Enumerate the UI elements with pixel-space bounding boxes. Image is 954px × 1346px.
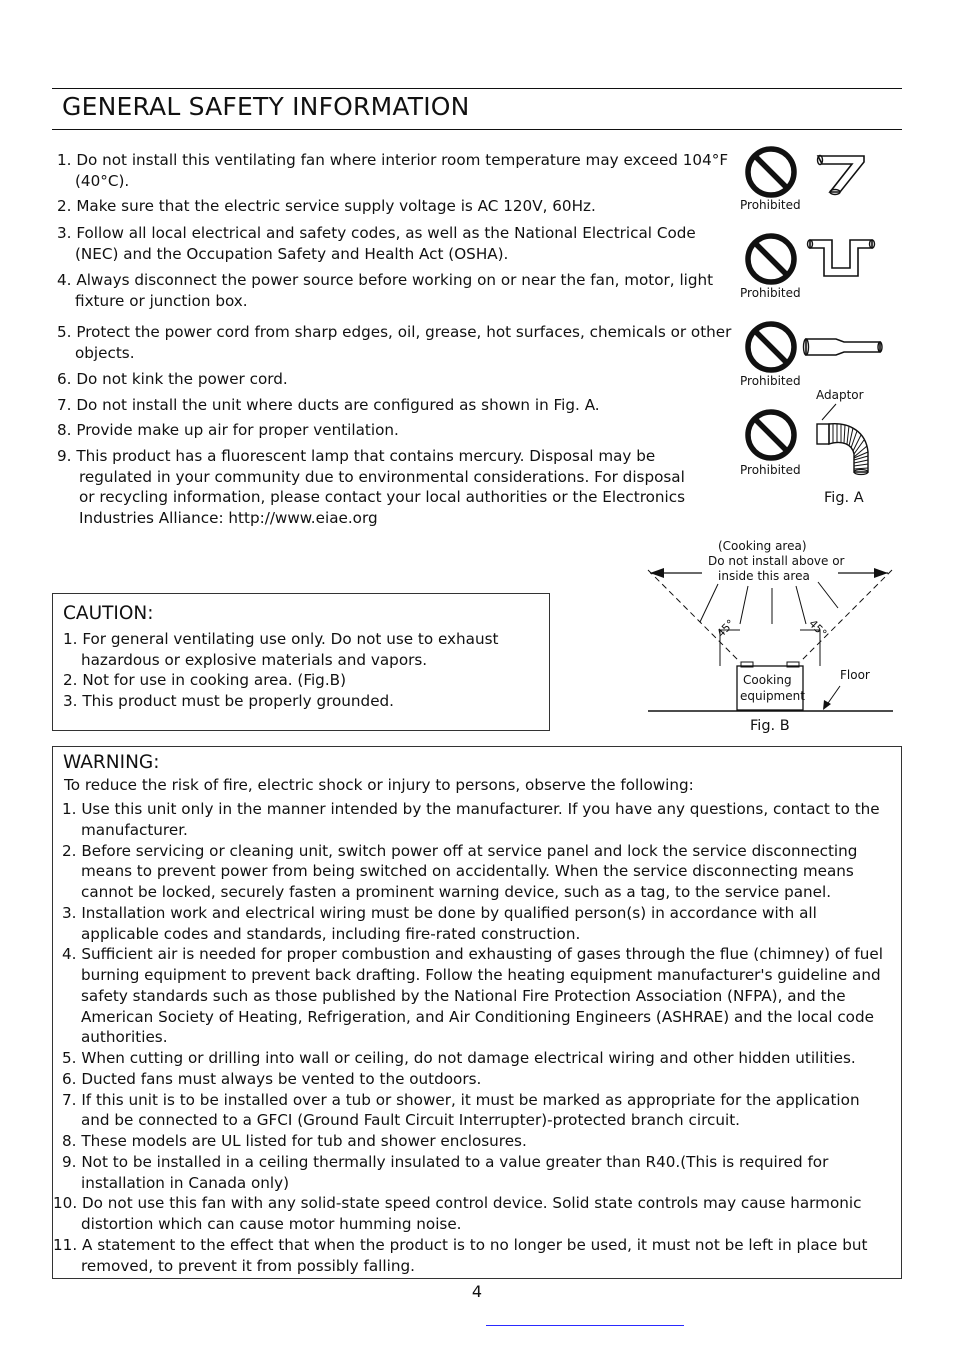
list-item: 9. Not to be installed in a ceiling thermally insulated to a value greater than R40.(This is required for installation in Canada only) (62, 1152, 829, 1192)
prohibited-label: Prohibited (740, 374, 801, 388)
list-item: 8. Provide make up air for proper ventilation. (57, 421, 399, 439)
warning-list (53, 799, 892, 1276)
fig-a-caption: Fig. A (824, 490, 864, 506)
list-item: 2. Not for use in cooking area. (Fig.B) (63, 671, 346, 690)
u-duct-icon (806, 238, 876, 280)
list-item: 5. When cutting or drilling into wall or ceiling, do not damage electrical wiring and other hidden utilities. (62, 1049, 856, 1067)
list-item: 7. If this unit is to be installed over a tub or shower, it must be marked as appropriate for the application and be connected to a GFCI (Ground Fault Circuit Interrupter)-protected branch circuit. (62, 1090, 860, 1130)
prohibited-icon (744, 145, 800, 201)
list-item: 2. Before servicing or cleaning unit, switch power off at service panel and lock the service disconnecting means to prevent power from being switched on accidentally. When the service disconnecting means cannot be locked, securely fasten a prominent warning device, such as a tag, to the service panel. (62, 841, 858, 901)
list-item: 10. Do not use this fan with any solid-state speed control device. Solid state controls may cause harmonic distortion which can cause motor humming noise. (53, 1194, 862, 1233)
list-item: 2. Make sure that the electric service supply voltage is AC 120V, 60Hz. (57, 197, 596, 215)
fig-b-caption: Fig. B (750, 718, 790, 734)
cooking-equipment-label: Cooking (743, 673, 792, 687)
list-item: 5. Protect the power cord from sharp edges, oil, grease, hot surfaces, chemicals or other objects. (57, 323, 732, 362)
prohibited-label: Prohibited (740, 463, 801, 477)
cooking-area-label: Do not install above or (708, 554, 845, 568)
prohibited-icon (744, 408, 800, 464)
cooking-area-label: (Cooking area) (718, 539, 807, 553)
list-item: 9. This product has a fluorescent lamp that contains mercury. Disposal may be regulated in your community due to environmental considerations. For disposal or recycling information, please contact your local authorities or the Electronics Industries Alliance: http://www.eiae.org (57, 447, 686, 527)
list-item: 3. Follow all local electrical and safety codes, as well as the National Electrical Code (NEC) and the Occupation Safety and Health Act (OSHA). (57, 224, 696, 263)
page-title: GENERAL SAFETY INFORMATION (62, 92, 470, 121)
reducer-duct-icon (802, 336, 884, 358)
footer-link-underline[interactable] (486, 1325, 684, 1326)
cooking-area-label: inside this area (718, 569, 810, 583)
list-item: 4. Always disconnect the power source before working on or near the fan, motor, light fixture or junction box. (57, 271, 714, 310)
warning-intro: To reduce the risk of fire, electric shock or injury to persons, observe the following: (64, 776, 694, 794)
flexible-duct-icon (814, 418, 876, 476)
list-item: 3. Installation work and electrical wiring must be done by qualified person(s) in accordance with all applicable codes and standards, including fire-rated construction. (62, 903, 817, 943)
list-item: 1. Use this unit only in the manner intended by the manufacturer. If you have any questions, contact to the manufacturer. (62, 800, 880, 839)
prohibited-icon (744, 320, 800, 376)
caution-title: CAUTION: (63, 603, 154, 624)
list-item: 6. Do not kink the power cord. (57, 370, 288, 388)
prohibited-icon (744, 232, 800, 288)
header-bottom-rule (52, 129, 902, 130)
list-item: 6. Ducted fans must always be vented to the outdoors. (62, 1069, 482, 1088)
list-item: 4. Sufficient air is needed for proper combustion and exhausting of gases through the flue (chimney) of fuel burning equipment to prevent back drafting. Follow the heating equipment manufacturer's guideline and safety standards such as those published by the National Fire Protection Association (NFPA), and the American Society of Heating, Refrigeration, and Air Conditioning Engineers (ASHRAE) and the local code authorities. (62, 945, 883, 1047)
floor-label: Floor (840, 668, 870, 682)
page-number: 4 (471, 1282, 483, 1301)
header-top-rule (52, 88, 902, 89)
list-item: 7. Do not install the unit where ducts are configured as shown in Fig. A. (57, 396, 600, 414)
list-item: 3. This product must be properly grounded. (63, 691, 395, 710)
cooking-equipment-label: equipment (740, 689, 805, 703)
angle-right-label: 45° (806, 617, 830, 640)
elbow-duct-icon (816, 152, 868, 196)
adaptor-label: Adaptor (816, 388, 864, 402)
prohibited-label: Prohibited (740, 286, 801, 300)
list-item: 11. A statement to the effect that when the product is to no longer be used, it must not be left in place but removed, to prevent it from possibly falling. (53, 1235, 868, 1275)
list-item: 8. These models are UL listed for tub and shower enclosures. (62, 1132, 527, 1150)
warning-title: WARNING: (63, 752, 160, 773)
caution-list (63, 629, 543, 711)
prohibited-label: Prohibited (740, 198, 801, 212)
angle-left-label: 45° (714, 617, 738, 640)
list-item: 1. Do not install this ventilating fan where interior room temperature may exceed 104°F (40°C). (57, 151, 729, 190)
list-item: 1. For general ventilating use only. Do not use to exhaust hazardous or explosive materials and vapors. (63, 630, 499, 669)
